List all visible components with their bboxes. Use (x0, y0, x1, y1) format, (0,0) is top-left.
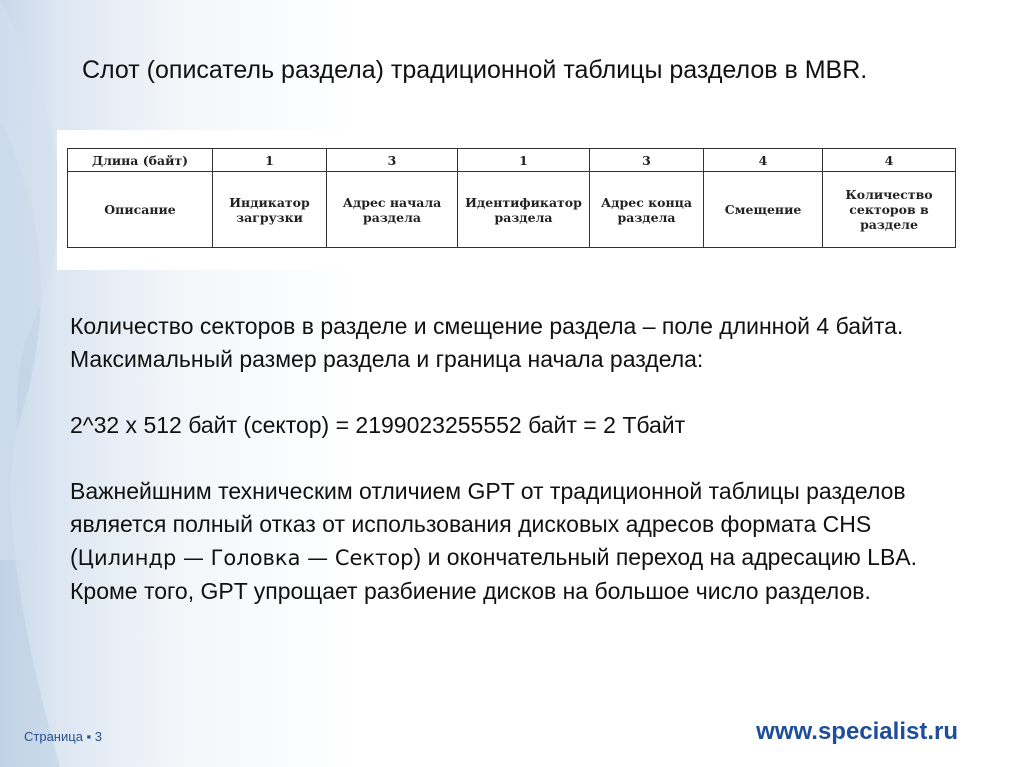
table-cell: 4 (823, 149, 956, 172)
body-text (70, 310, 950, 608)
formula-paragraph: 2^32 x 512 байт (сектор) = 2199023255552 байт = 2 Тбайт (70, 412, 686, 438)
table-cell: Длина (байт) (68, 149, 213, 172)
table-cell: Адрес начала раздела (327, 172, 458, 248)
table-cell: Смещение (704, 172, 823, 248)
table-cell: 3 (590, 149, 704, 172)
page-number: Страница ▪ 3 (24, 729, 102, 744)
table-cell: 1 (213, 149, 327, 172)
table-cell: Адрес конца раздела (590, 172, 704, 248)
chs-expansion: Цилиндр — Головка — Сектор (77, 546, 414, 570)
gpt-paragraph (70, 475, 950, 608)
table-cell: Количество секторов в разделе (823, 172, 956, 248)
table-cell: Описание (68, 172, 213, 248)
slide-title: Слот (описатель раздела) традиционной таблицы разделов в MBR. (82, 56, 868, 84)
table-row-length (68, 149, 956, 172)
max-size-paragraph: Максимальный размер раздела и граница начала раздела: (70, 346, 704, 372)
mbr-slot-table (67, 148, 956, 248)
table-row-description (68, 172, 956, 248)
table-cell: 3 (327, 149, 458, 172)
sector-count-paragraph: Количество секторов в разделе и смещение раздела – поле длинной 4 байта. (70, 313, 904, 339)
gpt-text-part: ) и окончательный переход на адресацию LBA. Кроме того, GPT упрощает разбиение дисков на большое число разделов. (70, 544, 918, 604)
mbr-slot-table-panel (57, 130, 969, 270)
gpt-text-part: Важнейшним техническим отличием GPT от традиционной таблицы разделов является полный отказ от использования дисковых адресов формата CHS ( (70, 478, 906, 570)
table-cell: Индикатор загрузки (213, 172, 327, 248)
table-cell: 4 (704, 149, 823, 172)
table-cell: Идентификатор раздела (458, 172, 590, 248)
table-cell: 1 (458, 149, 590, 172)
website-url: www.specialist.ru (756, 718, 958, 745)
